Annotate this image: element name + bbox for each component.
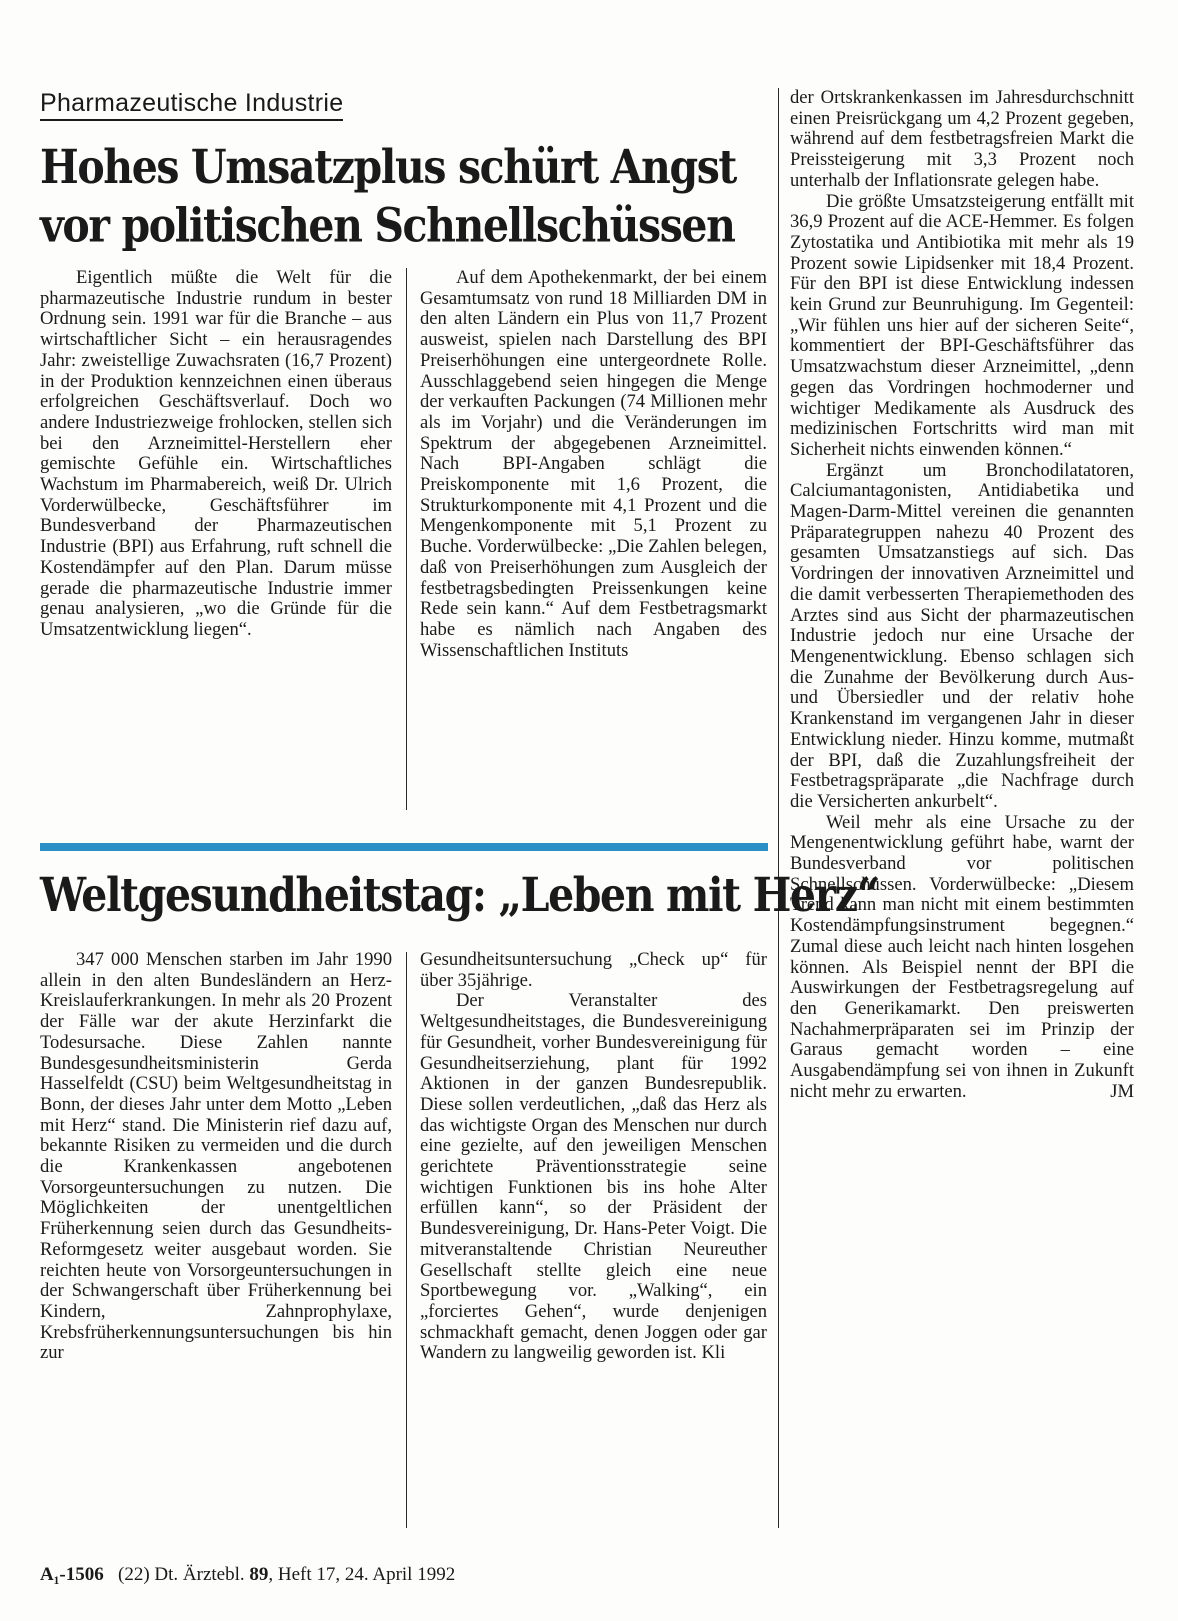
page-footer	[40, 1563, 455, 1587]
paragraph: Die größte Umsatzsteigerung entfällt mit 36,9 Prozent auf die ACE-Hemmer. Es folgen Zytostatika und Antibiotika mit mehr als 19 Prozent sowie Lipidsenker mit 18,4 Prozent. Für den BPI ist diese Entwicklung indessen kein Grund zur Beunruhigung. Im Gegenteil: „Wir fühlen uns hier auf der sicheren Seite“, kommentiert der BPI-Geschäftsführer das Umsatzwachstum dieser Arzneimittel, „denn gegen das Vordringen hochmoderner und wichtiger Medikamente als Ausdruck des medizinischen Fortschritts wird man mit Sicherheit nichts einwenden können.“	[790, 190, 1134, 460]
article-headline-2: Weltgesundheitstag: „Leben mit Herz“	[40, 867, 879, 923]
column-divider	[406, 952, 407, 1528]
article1-column-1	[40, 268, 392, 641]
article1-column-3	[790, 88, 1134, 1102]
section-rubric: Pharmazeutische Industrie	[40, 88, 343, 121]
article2-column-2	[420, 950, 767, 1364]
paragraph: 347 000 Menschen starben im Jahr 1990 allein in den alten Bundesländern an Herz-Kreislauferkrankungen. In mehr als 20 Prozent der Fälle war der akute Herzinfarkt die Todesursache. Diese Zahlen nannte Bundesgesundheitsministerin Gerda Hasselfeldt (CSU) beim Weltgesundheitstag in Bonn, der dieses Jahr unter dem Motto „Leben mit Herz“ stand. Die Ministerin rief dazu auf, bekannte Risiken zu vermeiden und die durch die Krankenkassen angebotenen Vorsorgeuntersuchungen zu nutzen. Die Möglichkeiten der unentgeltlichen Früherkennung seien durch das Gesundheits-Reformgesetz weiter ausgebaut worden. Sie reichten heute von Vorsorgeuntersuchungen in der Schwangerschaft über Früherkennung bei Kindern, Zahnprophylaxe, Krebsfrüherkennungsuntersuchungen bis hin zur	[40, 949, 392, 1364]
paragraph: Eigentlich müßte die Welt für die pharmazeutische Industrie rundum in bester Ordnung sein. 1991 war für die Branche – aus wirtschaftlicher Sicht – ein herausragendes Jahr: zweistellige Zuwachsraten (16,7 Prozent) in der Produktion kennzeichnen einen überaus erfolgreichen Geschäftsverlauf. Doch wo andere Industriezweige frohlocken, stellen sich bei den Arzneimittel-Herstellern eher gemischte Gefühle ein. Wirtschaftliches Wachstum im Pharmabereich, weiß Dr. Ulrich Vorderwülbecke, Geschäftsführer im Bundesverband der Pharmazeutischen Industrie (BPI) aus Erfahrung, ruft schnell die Kostendämpfer auf den Plan. Darum müsse gerade die pharmazeutische Industrie immer genau analysieren, „wo die Gründe für die Umsatzentwicklung liegen“.	[40, 267, 392, 640]
issue-suffix: , Heft 17, 24. April 1992	[268, 1564, 456, 1585]
paragraph: Auf dem Apothekenmarkt, der bei einem Gesamtumsatz von rund 18 Milliarden DM in den alten Ländern ein Plus von 11,7 Prozent ausweist, spielen nach Darstellung des BPI Preiserhöhungen eine untergeordnete Rolle. Ausschlaggebend seien hingegen die Menge der verkauften Packungen (74 Millionen mehr als im Vorjahr) und die Veränderungen im Spektrum der abgegebenen Arzneimittel. Nach BPI-Angaben schlägt die Preiskomponente mit 1,6 Prozent, die Strukturkomponente mit 4,1 Prozent und die Mengenkomponente mit 5,1 Prozent zu Buche. Vorderwülbecke: „Die Zahlen belegen, daß von Preiserhöhungen zum Ausgleich der festbetragsbedingten Preissenkungen keine Rede sein kann.“ Auf dem Festbetragsmarkt habe es nämlich nach Angaben des Wissenschaftlichen Instituts	[420, 267, 767, 661]
article2-column-1	[40, 950, 392, 1364]
paragraph	[420, 991, 767, 1364]
column-divider	[778, 88, 779, 1528]
paragraph: Gesundheitsuntersuchung „Check up“ für über 35jährige.	[420, 949, 767, 991]
paragraph: der Ortskrankenkassen im Jahresdurchschnitt einen Preisrückgang um 4,2 Prozent gegeben, während auf dem festbetragsfreien Markt die Preissteigerung mit 3,3 Prozent noch unterhalb der Inflationsrate gelegen habe.	[790, 87, 1134, 191]
section-divider-bar	[40, 843, 768, 851]
column-divider	[406, 268, 407, 810]
headline-line-2: vor politischen Schnellschüssen	[40, 197, 735, 253]
paragraph	[790, 813, 1134, 1103]
page-number: A₁-1506	[40, 1564, 104, 1585]
paragraph: Ergänzt um Bronchodilatatoren, Calciumantagonisten, Antidiabetika und Magen-Darm-Mittel vereinen die genannten Präparategruppen nahezu 40 Prozent des gesamten Umsatzanstiegs auf sich. Das Vordringen der innovativen Arzneimittel und die damit verbesserten Therapiemethoden des Arztes sind aus Sicht der pharmazeutischen Industrie jedoch nur eine Ursache der Mengenentwicklung. Ebenso schlagen sich die Zunahme der Bevölkerung durch Aus- und Übersiedler und der relativ hohe Krankenstand im vergangenen Jahr in dieser Entwicklung nieder. Hinzu komme, mutmaßt der BPI, daß die Zuzahlungsfreiheit der Festbetragspräparate „die Nachfrage durch die Versicherten ankurbelt“.	[790, 459, 1134, 812]
issue-prefix: (22) Dt. Ärztebl.	[118, 1564, 245, 1585]
article-headline	[40, 138, 736, 255]
article1-column-2	[420, 268, 767, 661]
author-initials: JM	[1110, 1080, 1134, 1102]
author-initials: Kli	[701, 1342, 726, 1364]
headline-line-1: Hohes Umsatzplus schürt Angst	[40, 139, 736, 195]
paragraph-text: Der Veranstalter des Weltgesundheitstages, die Bundesvereinigung für Gesundheit, vorher Bundesvereinigung für Gesundheitserziehung, plant für 1992 Aktionen in der ganzen Bundesrepublik. Diese sollen verdeutlichen, „daß das Herz als das wichtigste Organ des Menschen nur durch eine gezielte, auf den jeweiligen Menschen gerichtete Präventionsstrategie seine wichtigen Funktionen bis ins hohe Alter erfüllen kann“, so der Präsident der Bundesvereinigung, Dr. Hans-Peter Voigt. Die mitveranstaltende Christian Neureuther Gesellschaft stellte gleich eine neue Sportbewegung vor. „Walking“, ein „forciertes Gehen“, wurde denjenigen schmackhaft gemacht, denen Joggen oder gar Wandern zu langweilig geworden ist.	[420, 990, 767, 1364]
paragraph-text: Weil mehr als eine Ursache zu der Mengenentwicklung geführt habe, warnt der Bundesverband vor politischen Schnellschüssen. Vorderwülbecke: „Diesem Trend kann man nicht mit einem bestimmten Kostendämpfungsinstrument begegnen.“ Zumal diese auch leicht nach hinten losgehen können. Als Beispiel nennt der BPI die Auswirkungen der Festbetragsregelung auf den Generikamarkt. Den preiswerten Nachahmerpräparaten sei im Prinzip der Garaus gemacht worden – eine Ausgabendämpfung sei von ihnen in Zukunft nicht mehr zu erwarten.	[790, 811, 1134, 1102]
volume-number: 89	[249, 1564, 269, 1585]
